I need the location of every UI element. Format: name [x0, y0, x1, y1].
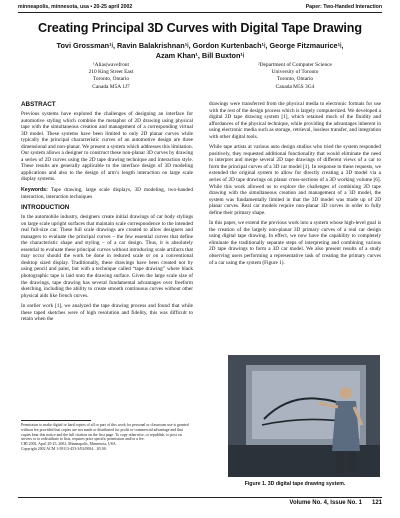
- header-conference: minneapolis, minnesota, usa • 20-25 april 2002: [18, 4, 133, 10]
- right-paragraph-1: drawings were transferred from the physical media to electronic formats for use with the rest of the design process which is largely computerized. We developed a digital 2D tape drawing system [1], which retained much of the fluidity and affordances of the physical technique, while providing the advantages inherent in using electronic media such as storage, retrieval, lossless transfer, and integration with other digital tools.: [209, 101, 381, 140]
- right-paragraph-3: In this paper, we extend the previous work into a system whose high-level goal is the creation of the largely non-planar 3D primary curves of a real car design using digital tape drawing. In effect, we now have the capability to completely eliminate the traditionally separate steps of interpreting and combining various 2D tape drawings to form a 3D car model. We also present results of a study observing users performing a representative task of creating the primary curves of a car using the system (Figure 1).: [209, 220, 381, 266]
- paper-title: Creating Principal 3D Curves with Digital Tape Drawing: [38, 21, 362, 35]
- affiliation-1-line: Toronto, Ontario: [92, 76, 130, 83]
- footer-rule: [18, 497, 382, 498]
- affiliation-1: [46, 62, 176, 91]
- affiliation-1-line: 210 King Street East: [88, 69, 134, 76]
- permission-copyright: Copyright 2002 ACM 1-58113-453-3/02/0004…$5.00.: [21, 446, 107, 451]
- page-number: 121: [371, 500, 382, 506]
- introduction-heading: INTRODUCTION: [21, 204, 70, 212]
- abstract-heading: ABSTRACT: [21, 101, 56, 108]
- author-list: [30, 41, 370, 60]
- affiliation-2-line: Toronto, Ontario: [276, 76, 314, 83]
- footnote-rule: [21, 420, 91, 421]
- right-column: [209, 101, 381, 270]
- affiliation-2-line: ²Department of Computer Science: [258, 62, 332, 68]
- intro-paragraph-1: In the automobile industry, designers create initial drawings of car body stylings on large scale upright surfaces that maintain scale correspondence to the intended real full-size car. These full scale drawings are created to allow designers and managers to evaluate the principal curves – the few essential curves that define the characteristic shape and styling – of a car design. Thus, it is absolutely essential to evaluate these principal curves without introducing scale artifacts that may occur should the work be done in reduced scale or on a conventional desktop sized display. Traditionally, these drawings have been created not by using pencil and paint, but with a technique called “tape drawing” where black photographic tape is laid onto the drawing surface. Given the large scale size of the drawings, tape drawing has several fundamental advantages over freeform sketching, including the ability to create smooth continuous curves without other physical aids like french curves.: [21, 214, 193, 299]
- user-leg-left: [336, 451, 344, 473]
- keywords: [21, 187, 193, 200]
- figure-1-photo: [228, 355, 380, 477]
- affiliation-1-line: Canada M5A 1J7: [92, 83, 130, 90]
- figure-1-caption: Figure 1. 3D digital tape drawing system.: [244, 481, 346, 487]
- header-rule: [18, 12, 382, 13]
- affiliation-2-line: University of Toronto: [271, 69, 319, 76]
- permission-venue: CHI 2002, April 20-25, 2002, Minneapolis, Minnesota, USA.: [21, 442, 117, 447]
- affiliation-1-line: ¹Alias|wavefront: [93, 62, 129, 68]
- authors-line-1: Tovi Grossman¹ʲ, Ravin Balakrishnan¹ʲ, Gordon Kurtenbach¹ʲ, George Fitzmaurice¹ʲ,: [56, 41, 344, 50]
- abstract-text: Previous systems have explored the challenges of designing an interface for automotive styling which combine the metaphor of 2D drawing using physical tape with the simultaneous creation and management of a corresponding virtual 3D model. These systems have been limited to only 2D planar curves while typically the principal characteristic curves of an automotive design are three dimensional and non-planar. We present a system which addresses this limitation. Our system allows a designer to construct these non-planar 3D curves by drawing a series of 2D curves using the 2D tape drawing technique and interaction style. These results are generally applicable to the interface design of 3D modeling applications and also to the design of arm’s length interaction on large scale display systems.: [21, 111, 193, 183]
- figure-1-illustration: [228, 355, 380, 477]
- affiliation-2: [230, 62, 360, 91]
- authors-line-2: Azam Khan¹, Bill Buxton¹ʲ: [155, 50, 245, 60]
- header-section: Paper: Two-Handed Interaction: [305, 4, 382, 10]
- affiliation-2-line: Canada M5S 3G4: [275, 83, 315, 90]
- user-head: [340, 387, 352, 399]
- permission-notice: [21, 423, 191, 452]
- page-footer: [279, 500, 382, 506]
- right-paragraph-2: While tape artists at various auto design studios who tried the system responded positively, they requested additional functionality that would eliminate the need to interpret and merge several 2D tape drawings of different views of a car to form the principal curves of a 3D car model [1]. In response to these requests, we extended the original system to allow for directly creating a 3D model via a series of 2D tape drawings on planar cross-sections of a 3D working volume [6]. While this work allowed us to explore the challenges of combining 2D tape drawing with the simultaneous creation and management of a 3D model, the system was fundamentally limited in that the 3D model was made up of 2D planar curves. Real car models require non-planar 3D curves in order to fully define their primary shape.: [209, 144, 381, 216]
- intro-paragraph-2: In earlier work [1], we analyzed the tape drawing process and found that while these taped sketches were of high resolution and fidelity, this was difficult to retain when the: [21, 303, 193, 323]
- footer-volume: Volume No. 4, Issue No. 1: [289, 500, 362, 506]
- user-leg-right: [348, 451, 356, 473]
- left-column: [21, 101, 193, 327]
- keywords-text: Tape drawing, large scale displays, 3D modeling, two-handed interaction, interaction techniques: [21, 187, 193, 200]
- permission-text: Permission to make digital or hard copies of all or part of this work for personal or classroom use is granted without fee provided that copies are not made or distributed for profit or commercial advantage and that copies bear this notice and the full citation on the first page. To copy otherwise, or republish, to post on servers or to redistribute to lists, requires prior specific permission and/or a fee.: [21, 423, 189, 442]
- keywords-label: Keywords:: [21, 187, 48, 194]
